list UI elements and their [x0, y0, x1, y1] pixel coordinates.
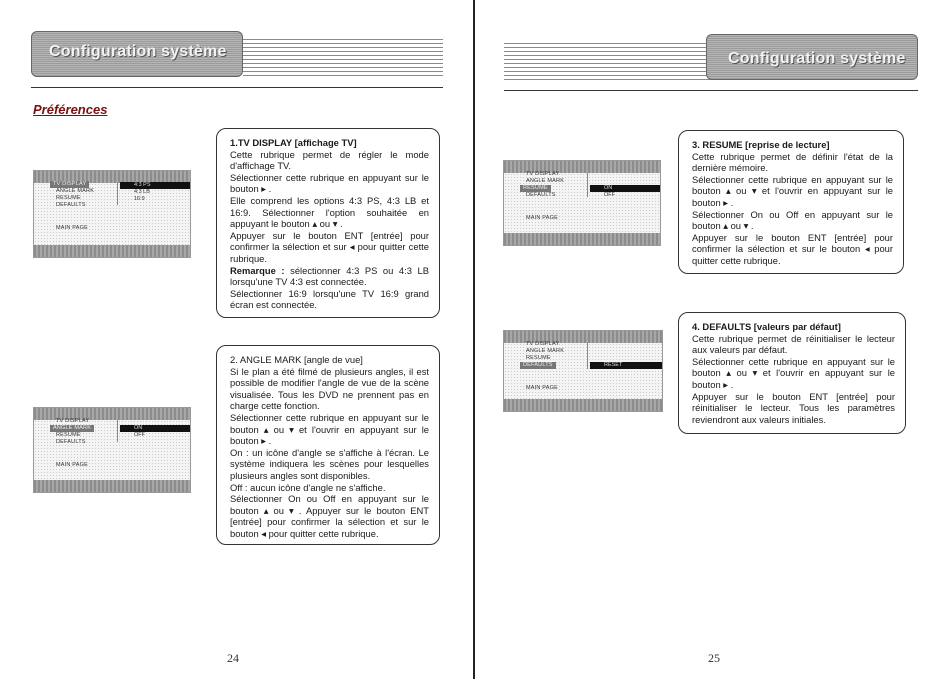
- osd-item: ANGLE MARK: [526, 178, 565, 184]
- header-rule: [31, 87, 443, 88]
- osd-separator: [117, 183, 118, 205]
- box-title: 1.TV DISPLAY [affichage TV]: [230, 137, 357, 148]
- section-title: Préférences: [33, 102, 108, 117]
- page-number: 25: [708, 651, 720, 665]
- page-right: [476, 0, 950, 679]
- description-box-angle-mark: [216, 345, 440, 545]
- osd-item: DEFAULTS: [56, 439, 86, 445]
- osd-item-selected: TV DISPLAY: [50, 181, 89, 188]
- osd-item: MAIN PAGE: [526, 215, 558, 221]
- description-box-tv-display: [216, 128, 440, 318]
- osd-bottom-bar: [504, 399, 662, 411]
- box-title: 2. ANGLE MARK [angle de vue]: [230, 354, 363, 365]
- box-text: Appuyer sur le bouton ENT [entrée] pour réinitialiser le lecteur. Tous les paramètres reviendront aux valeurs initiales.: [692, 390, 895, 425]
- osd-option: 4:3 LB: [134, 189, 150, 195]
- box-title: 3. RESUME [reprise de lecture]: [692, 139, 830, 150]
- header-title: Configuration système: [728, 50, 906, 67]
- box-text: On : un icône d'angle se s'affiche à l'écran. Le système indiquera les scènes pour lesquelles plusieurs angles sont disponibles.: [230, 446, 429, 481]
- osd-item: DEFAULTS: [526, 192, 556, 198]
- osd-bottom-bar: [34, 480, 190, 492]
- osd-menu-resume: [503, 160, 661, 246]
- page-number: 24: [227, 651, 239, 665]
- osd-item: DEFAULTS: [56, 202, 86, 208]
- header-lines: [243, 36, 443, 76]
- osd-item: RESUME: [56, 195, 81, 201]
- osd-option-selected: ON: [590, 185, 660, 192]
- box-text: Sélectionner cette rubrique en appuyant sur le bouton ▴ ou ▾ et l'ouvrir en appuyant sur le bouton ▸ .: [692, 355, 895, 390]
- description-box-resume: [678, 130, 904, 274]
- osd-separator: [117, 420, 118, 442]
- box-text: Elle comprend les options 4:3 PS, 4:3 LB et 16:9. Sélectionner l'option souhaitée en appuyant le bouton ▴ ou ▾ .: [230, 194, 429, 230]
- osd-item-selected: DEFAULTS: [520, 362, 556, 369]
- box-title: 4. DEFAULTS [valeurs par défaut]: [692, 321, 841, 332]
- box-text: Appuyer sur le bouton ENT [entrée] pour confirmer la sélection et sur ◂ pour quitter cette rubrique.: [230, 229, 429, 264]
- osd-bottom-bar: [34, 245, 190, 257]
- osd-option: OFF: [604, 192, 615, 198]
- note-text: sélectionner 4:3 PS ou 4:3 LB lorsqu'une TV 4:3 est connectée.: [230, 264, 429, 288]
- osd-bottom-bar: [504, 233, 660, 245]
- osd-separator: [587, 343, 588, 369]
- box-text: Sélectionner cette rubrique en appuyant sur le bouton ▸ .: [230, 171, 429, 195]
- osd-item: ANGLE MARK: [526, 348, 565, 354]
- osd-item: MAIN PAGE: [56, 462, 88, 468]
- header-rule: [504, 90, 918, 91]
- box-text: Sélectionner cette rubrique en appuyant sur le bouton ▴ ou ▾ et l'ouvrir en appuyant sur le bouton ▸ .: [692, 173, 893, 208]
- osd-separator: [587, 173, 588, 197]
- box-text: Sélectionner 16:9 lorsqu'une TV 16:9 grand écran est connectée.: [230, 287, 429, 311]
- box-text: Appuyer sur le bouton ENT [entrée] pour confirmer la sélection et sur le bouton ◂ pour quitter cette rubrique.: [692, 231, 893, 266]
- osd-menu-tv-display: [33, 170, 191, 258]
- box-text: Si le plan a été filmé de plusieurs angles, il est possible de modifier l'angle de vue de la scène visualisée. Tous les DVD ne prennent pas en charge cette fonction.: [230, 365, 429, 412]
- osd-item: TV DISPLAY: [526, 171, 560, 177]
- osd-item-selected: ANGLE MARK: [50, 425, 94, 432]
- osd-option: OFF: [134, 432, 145, 438]
- note-label: Remarque :: [230, 264, 285, 276]
- box-text: Cette rubrique permet de réinitialiser le lecteur aux valeurs par défaut.: [692, 332, 895, 356]
- box-text: Sélectionner On ou Off en appuyant sur le bouton ▴ ou ▾ .: [692, 208, 893, 232]
- page-left: [0, 0, 474, 679]
- box-text: Cette rubrique permet de régler le mode d'affichage TV.: [230, 148, 429, 172]
- osd-item: ANGLE MARK: [56, 188, 95, 194]
- box-text: Sélectionner On ou Off en appuyant sur le bouton ▴ ou ▾ . Appuyer sur le bouton ENT [entrée] pour confirmer la sélection et sur le bouton ◂ pour quitter cette rubrique.: [230, 493, 429, 539]
- osd-menu-angle-mark: [33, 407, 191, 493]
- box-note: [230, 265, 429, 288]
- osd-item: TV DISPLAY: [56, 418, 90, 424]
- header-title: Configuration système: [49, 43, 227, 60]
- box-text: Cette rubrique permet de définir l'état de la dernière mémoire.: [692, 150, 893, 174]
- osd-item: RESUME: [56, 432, 81, 438]
- box-text: Sélectionner cette rubrique en appuyant sur le bouton ▴ ou ▾ et l'ouvrir en appuyant sur le bouton ▸ .: [230, 411, 429, 447]
- osd-option-selected: ON: [120, 425, 190, 432]
- header-lines: [504, 40, 712, 80]
- osd-menu-defaults: [503, 330, 663, 412]
- osd-option-selected: 4:3 PS: [120, 182, 190, 189]
- osd-option-selected: RESET: [590, 362, 662, 369]
- osd-item: MAIN PAGE: [56, 225, 88, 231]
- osd-item: TV DISPLAY: [526, 341, 560, 347]
- osd-item: RESUME: [526, 355, 551, 361]
- box-text: Off : aucun icône d'angle ne s'affiche.: [230, 481, 386, 493]
- osd-option: 16:9: [134, 196, 145, 202]
- description-box-defaults: [678, 312, 906, 434]
- osd-item-selected: RESUME: [520, 185, 551, 192]
- osd-item: MAIN PAGE: [526, 385, 558, 391]
